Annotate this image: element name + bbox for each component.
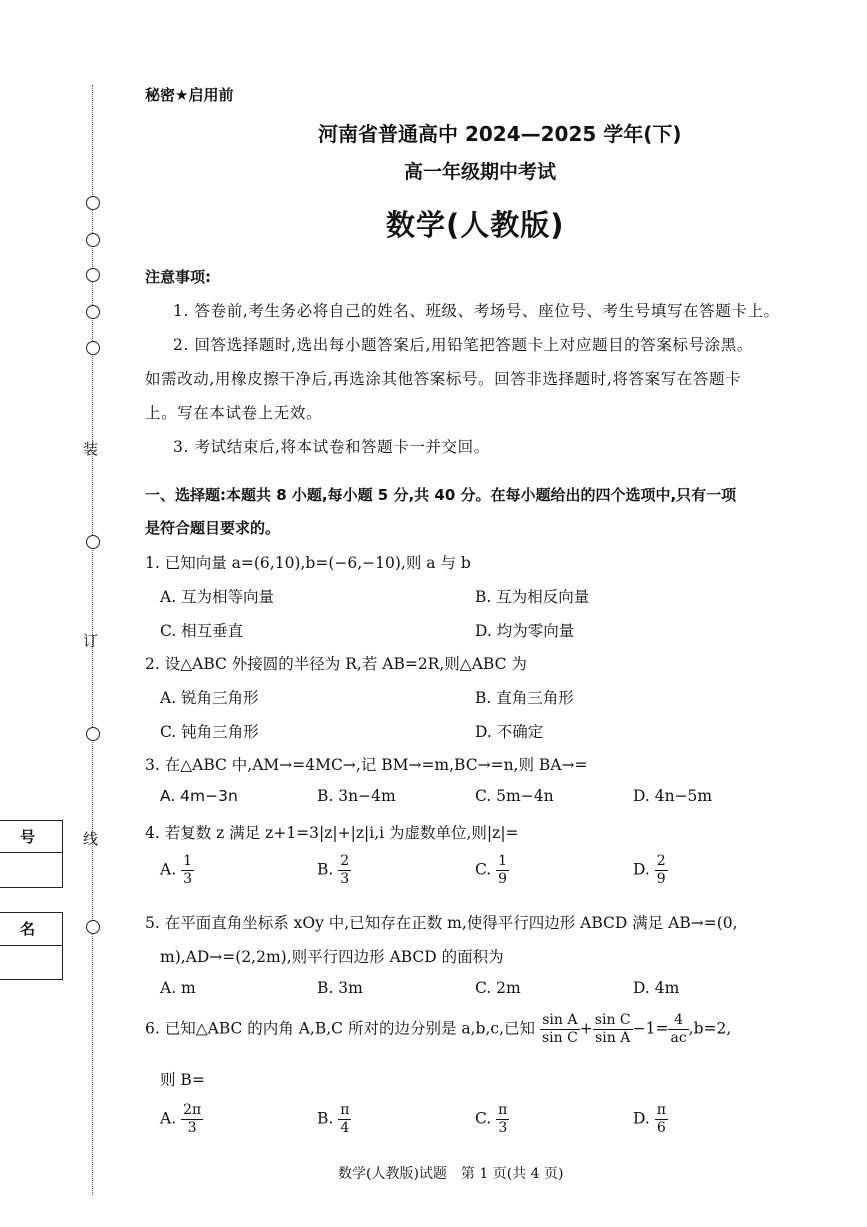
section-heading: 一、选择题:本题共 8 小题,每小题 5 分,共 40 分。在每小题给出的四个选项中,只有一项 bbox=[145, 486, 737, 504]
margin-label-zhuang: 装 bbox=[83, 440, 99, 458]
numerator: 4 bbox=[668, 1012, 688, 1030]
option-label: B. bbox=[317, 860, 334, 879]
page-footer: 数学(人教版)试题 第 1 页(共 4 页) bbox=[338, 1166, 564, 1182]
q5-option-a[interactable]: A. m bbox=[160, 979, 196, 997]
q6-option-a[interactable] bbox=[160, 1102, 203, 1137]
option-label: C. bbox=[475, 1109, 492, 1128]
numerator: sin C bbox=[594, 1012, 631, 1028]
denominator: 6 bbox=[656, 1120, 666, 1136]
numerator: sin A bbox=[540, 1012, 580, 1030]
notice-item-2: 2. 回答选择题时,选出每小题答案后,用铅笔把答题卡上对应题目的答案标号涂黑。 bbox=[173, 336, 753, 354]
question-5-stem-cont: m),AD→=(2,2m),则平行四边形 ABCD 的面积为 bbox=[160, 948, 504, 966]
numerator: 1 bbox=[183, 853, 192, 869]
q2-option-a[interactable]: A. 锐角三角形 bbox=[160, 689, 259, 707]
q2-option-b[interactable]: B. 直角三角形 bbox=[475, 689, 574, 707]
q4-option-d[interactable] bbox=[633, 853, 668, 888]
q6-option-d[interactable] bbox=[633, 1102, 668, 1137]
q1-option-a[interactable]: A. 互为相等向量 bbox=[160, 588, 275, 606]
notice-item-1: 1. 答卷前,考生务必将自己的姓名、班级、考场号、座位号、考生号填写在答题卡上。 bbox=[173, 302, 780, 320]
denominator: 9 bbox=[656, 871, 666, 887]
subject-title: 数学(人教版) bbox=[386, 208, 565, 242]
question-1-stem: 1. 已知向量 a=(6,10),b=(−6,−10),则 a 与 b bbox=[145, 554, 471, 572]
margin-label-xian: 线 bbox=[83, 830, 99, 848]
fraction bbox=[496, 853, 509, 888]
q5-option-d[interactable]: D. 4m bbox=[633, 979, 680, 997]
q3-option-b[interactable]: B. 3n−4m bbox=[317, 787, 396, 805]
q4-option-c[interactable] bbox=[475, 853, 509, 888]
denominator: 4 bbox=[340, 1120, 350, 1136]
box-divider bbox=[0, 852, 63, 853]
binding-hole bbox=[86, 268, 100, 282]
q4-option-b[interactable] bbox=[317, 853, 351, 888]
fraction bbox=[655, 1102, 668, 1137]
numerator: π bbox=[340, 1102, 350, 1118]
q6-option-c[interactable] bbox=[475, 1102, 509, 1137]
question-4-stem: 4. 若复数 z 满足 z+1=3|z|+|z|i,i 为虚数单位,则|z|= bbox=[145, 824, 519, 842]
numerator: 1 bbox=[498, 853, 508, 869]
q5-option-c[interactable]: C. 2m bbox=[475, 979, 521, 997]
q6-option-b[interactable] bbox=[317, 1102, 351, 1137]
option-label: D. bbox=[633, 860, 650, 879]
question-2-stem: 2. 设△ABC 外接圆的半径为 R,若 AB=2R,则△ABC 为 bbox=[145, 655, 527, 673]
numerator: 2π bbox=[183, 1102, 202, 1118]
fraction bbox=[338, 853, 351, 888]
binding-hole bbox=[86, 341, 100, 355]
denominator: ac bbox=[670, 1030, 687, 1046]
denominator: 3 bbox=[340, 871, 350, 887]
exam-title: 河南省普通高中 2024—2025 学年(下) bbox=[318, 122, 682, 146]
notice-item-2-cont: 如需改动,用橡皮擦干净后,再选涂其他答案标号。回答非选择题时,将答案写在答题卡 bbox=[145, 370, 742, 388]
notice-item-3: 3. 考试结束后,将本试卷和答题卡一并交回。 bbox=[173, 438, 490, 456]
plus-sign: + bbox=[579, 1019, 593, 1038]
denominator: 9 bbox=[498, 871, 508, 887]
box-label-ming: 名 bbox=[20, 920, 36, 938]
option-label: D. bbox=[633, 1109, 650, 1128]
q5-option-b[interactable]: B. 3m bbox=[317, 979, 363, 997]
margin-label-ding: 订 bbox=[83, 632, 99, 650]
q6-stem-end: ,b=2, bbox=[688, 1019, 732, 1038]
q3-option-c[interactable]: C. 5m−4n bbox=[475, 787, 554, 805]
q2-option-c[interactable]: C. 钝角三角形 bbox=[160, 723, 259, 741]
q3-option-a[interactable]: A. 4m−3n bbox=[160, 787, 238, 805]
binding-hole bbox=[86, 305, 100, 319]
fraction bbox=[655, 853, 668, 888]
fraction bbox=[338, 1102, 351, 1137]
fraction bbox=[181, 1102, 203, 1137]
option-label: C. bbox=[475, 860, 492, 879]
fraction bbox=[496, 1102, 509, 1137]
numerator: π bbox=[498, 1102, 508, 1118]
binding-hole bbox=[86, 196, 100, 210]
fraction bbox=[668, 1012, 688, 1047]
numerator: 2 bbox=[340, 853, 350, 869]
denominator: 3 bbox=[183, 871, 192, 887]
fraction bbox=[540, 1012, 580, 1047]
question-6-stem bbox=[145, 1012, 731, 1047]
fraction bbox=[181, 853, 194, 888]
fraction bbox=[593, 1012, 633, 1047]
notice-heading: 注意事项: bbox=[145, 268, 211, 286]
question-3-stem: 3. 在△ABC 中,AM→=4MC→,记 BM→=m,BC→=n,则 BA→= bbox=[145, 756, 588, 774]
section-heading-cont: 是符合题目要求的。 bbox=[145, 519, 281, 537]
binding-hole bbox=[86, 535, 100, 549]
numerator: 2 bbox=[656, 853, 666, 869]
denominator: 3 bbox=[187, 1120, 197, 1136]
secret-label: 秘密★启用前 bbox=[145, 86, 234, 104]
denominator: sin C bbox=[541, 1030, 578, 1046]
box-divider bbox=[0, 945, 63, 946]
binding-hole bbox=[86, 920, 100, 934]
numerator: π bbox=[656, 1102, 666, 1118]
q6-stem-text: 6. 已知△ABC 的内角 A,B,C 所对的边分别是 a,b,c,已知 bbox=[145, 1019, 535, 1038]
option-label: A. bbox=[160, 860, 177, 879]
q1-option-d[interactable]: D. 均为零向量 bbox=[475, 622, 575, 640]
q3-option-d[interactable]: D. 4n−5m bbox=[633, 787, 713, 805]
q1-option-c[interactable]: C. 相互垂直 bbox=[160, 622, 244, 640]
binding-hole bbox=[86, 727, 100, 741]
option-label: A. bbox=[160, 1109, 177, 1128]
notice-item-2-end: 上。写在本试卷上无效。 bbox=[145, 404, 323, 422]
q1-option-b[interactable]: B. 互为相反向量 bbox=[475, 588, 590, 606]
q4-option-a[interactable] bbox=[160, 853, 194, 888]
q2-option-d[interactable]: D. 不确定 bbox=[475, 723, 544, 741]
minus-one: −1= bbox=[632, 1019, 669, 1038]
binding-hole bbox=[86, 233, 100, 247]
question-5-stem: 5. 在平面直角坐标系 xOy 中,已知存在正数 m,使得平行四边形 ABCD 满足 AB→=(0, bbox=[145, 914, 738, 932]
question-6-stem-cont: 则 B= bbox=[160, 1071, 205, 1089]
denominator: sin A bbox=[595, 1030, 631, 1046]
exam-subtitle: 高一年级期中考试 bbox=[404, 161, 557, 183]
denominator: 3 bbox=[498, 1120, 508, 1136]
option-label: B. bbox=[317, 1109, 334, 1128]
box-label-hao: 号 bbox=[20, 828, 36, 846]
